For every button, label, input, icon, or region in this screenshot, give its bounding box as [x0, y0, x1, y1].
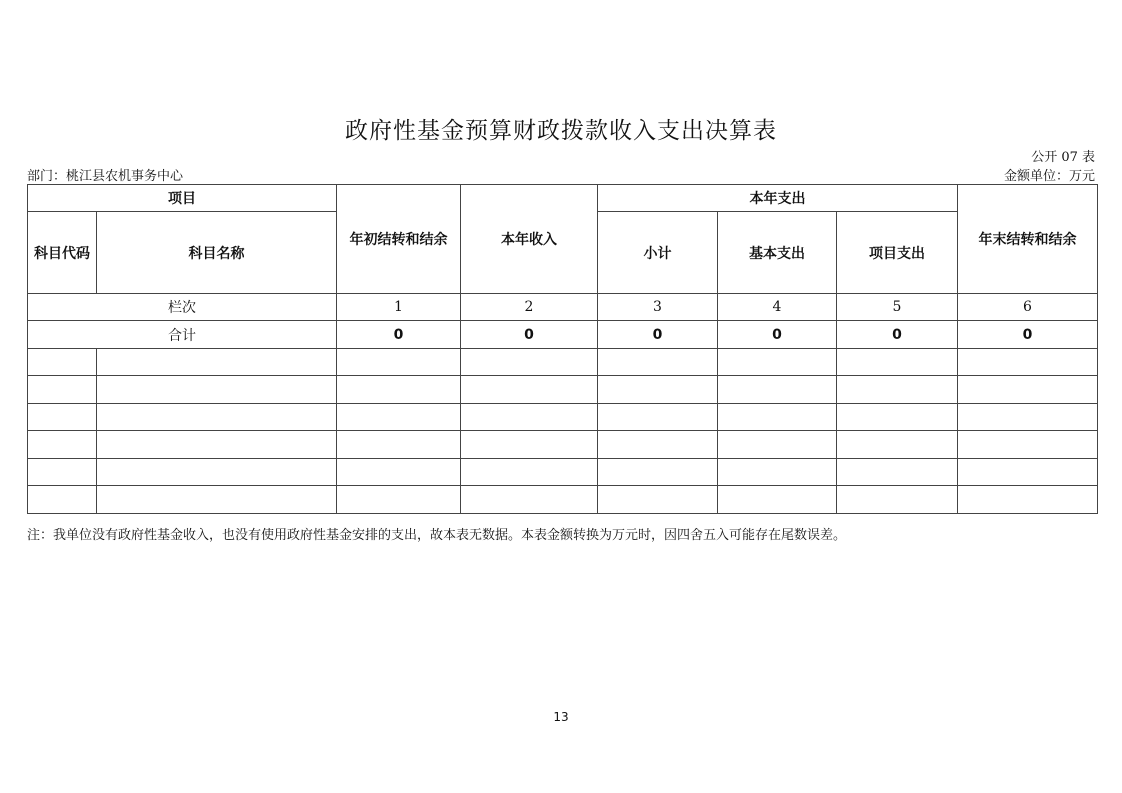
total-value: 0	[958, 321, 1098, 349]
total-value: 0	[837, 321, 958, 349]
table-cell	[598, 349, 718, 376]
table-row	[28, 349, 1098, 376]
column-number: 1	[337, 294, 461, 321]
table-cell	[718, 459, 837, 486]
page-number: 13	[553, 710, 569, 724]
table-cell	[837, 459, 958, 486]
total-row	[28, 321, 1098, 349]
table-cell	[718, 376, 837, 404]
header-subject-code: 科目代码	[28, 212, 97, 294]
budget-table	[27, 184, 1098, 514]
table-cell	[28, 404, 97, 431]
table-cell	[97, 431, 337, 459]
header-end-balance: 年末结转和结余	[958, 185, 1098, 294]
table-cell	[28, 349, 97, 376]
table-row	[28, 404, 1098, 431]
table-row	[28, 376, 1098, 404]
table-cell	[958, 404, 1098, 431]
page-title: 政府性基金预算财政拨款收入支出决算表	[345, 118, 777, 144]
table-cell	[337, 459, 461, 486]
column-number: 6	[958, 294, 1098, 321]
table-row	[28, 459, 1098, 486]
table-cell	[28, 486, 97, 514]
table-row	[28, 431, 1098, 459]
table-cell	[718, 486, 837, 514]
column-number: 2	[461, 294, 598, 321]
table-cell	[598, 459, 718, 486]
table-cell	[958, 431, 1098, 459]
column-number: 4	[718, 294, 837, 321]
department-label: 部门：桃江县农机事务中心	[27, 169, 184, 184]
table-cell	[97, 459, 337, 486]
table-cell	[337, 376, 461, 404]
table-cell	[958, 459, 1098, 486]
total-value: 0	[337, 321, 461, 349]
total-label: 合计	[28, 321, 337, 349]
table-row	[28, 486, 1098, 514]
table-cell	[958, 349, 1098, 376]
header-begin-balance: 年初结转和结余	[337, 185, 461, 294]
header-subject-name: 科目名称	[97, 212, 337, 294]
header-expense-group: 本年支出	[598, 185, 958, 212]
column-number: 5	[837, 294, 958, 321]
table-cell	[837, 486, 958, 514]
table-cell	[461, 404, 598, 431]
table-cell	[461, 349, 598, 376]
table-cell	[718, 349, 837, 376]
table-cell	[337, 431, 461, 459]
unit-label: 金额单位：万元	[1003, 169, 1095, 184]
table-cell	[958, 486, 1098, 514]
table-cell	[598, 431, 718, 459]
total-value: 0	[718, 321, 837, 349]
table-cell	[718, 404, 837, 431]
table-cell	[97, 404, 337, 431]
table-cell	[598, 486, 718, 514]
column-number-label: 栏次	[28, 294, 337, 321]
table-cell	[97, 486, 337, 514]
footnote: 注：我单位没有政府性基金收入，也没有使用政府性基金安排的支出，故本表无数据。本表金额转换为万元时，因四舍五入可能存在尾数误差。	[27, 528, 847, 543]
table-cell	[958, 376, 1098, 404]
column-number-row	[28, 294, 1098, 321]
table-cell	[598, 404, 718, 431]
header-project-expense: 项目支出	[837, 212, 958, 294]
table-cell	[97, 349, 337, 376]
header-subtotal: 小计	[598, 212, 718, 294]
table-cell	[837, 349, 958, 376]
header-basic-expense: 基本支出	[718, 212, 837, 294]
table-cell	[28, 431, 97, 459]
table-cell	[461, 431, 598, 459]
column-number: 3	[598, 294, 718, 321]
table-cell	[337, 349, 461, 376]
table-cell	[837, 404, 958, 431]
table-cell	[837, 376, 958, 404]
table-cell	[337, 404, 461, 431]
table-cell	[598, 376, 718, 404]
table-cell	[337, 486, 461, 514]
form-number: 公开 07 表	[1031, 150, 1095, 165]
header-income: 本年收入	[461, 185, 598, 294]
table-cell	[28, 459, 97, 486]
table-cell	[461, 459, 598, 486]
header-project: 项目	[28, 185, 337, 212]
total-value: 0	[461, 321, 598, 349]
total-value: 0	[598, 321, 718, 349]
table-cell	[461, 486, 598, 514]
table-cell	[97, 376, 337, 404]
table-cell	[718, 431, 837, 459]
table-cell	[461, 376, 598, 404]
table-cell	[837, 431, 958, 459]
table-cell	[28, 376, 97, 404]
